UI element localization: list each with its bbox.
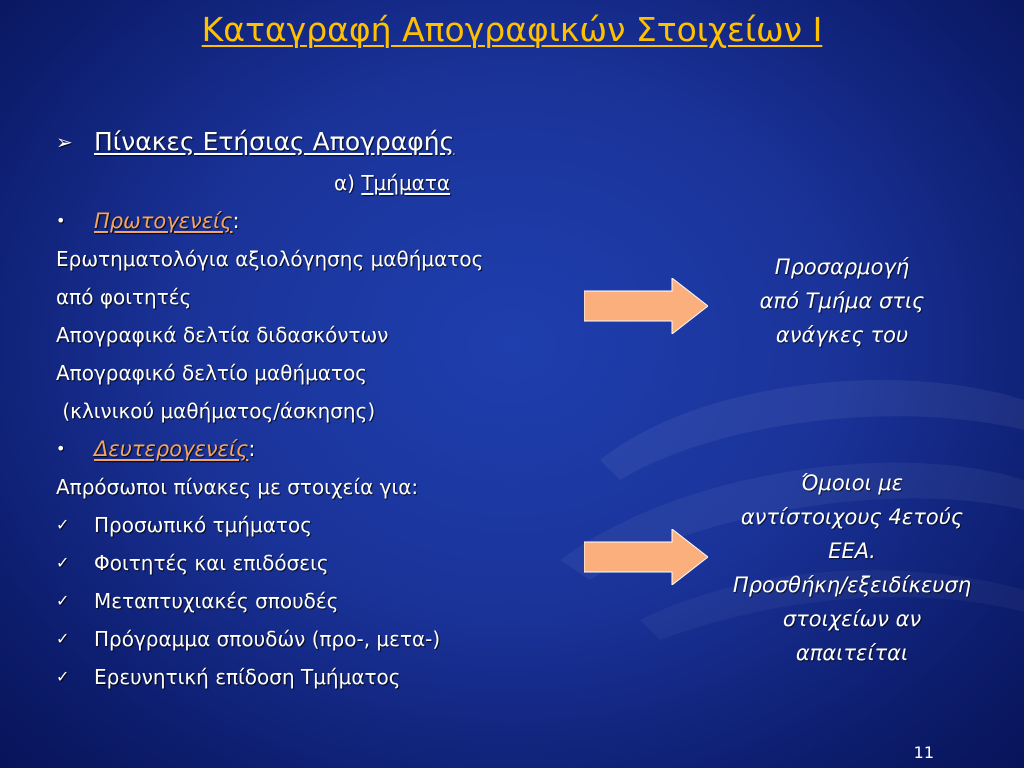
subheading-prefix: α): [334, 171, 362, 195]
note-adaptation: Προσαρμογή από Τμήμα στις ανάγκες του: [759, 255, 925, 347]
secondary-colon: :: [248, 437, 256, 461]
checklist-item: ✓ Ερευνητική επίδοση Τμήματος: [56, 658, 576, 696]
right-arrow-icon: [584, 529, 708, 585]
secondary-label: Δευτερογενείς: [94, 437, 249, 461]
list-item: Ερωτηματολόγια αξιολόγησης μαθήματος: [56, 247, 484, 271]
list-item: Απογραφικό δελτίο μαθήματος: [56, 361, 368, 385]
checkmark-icon: ✓: [56, 515, 70, 534]
checklist-item: ✓ Προσωπικό τμήματος: [56, 506, 576, 544]
note-similar: Όμοιοι με αντίστοιχους 4ετούς ΕΕΑ. Προσθήκη/εξειδίκευση στοιχείων αν απαιτείται: [732, 471, 972, 665]
slide-title: Καταγραφή Απογραφικών Στοιχείων Ι: [201, 10, 823, 49]
dot-bullet-icon: •: [56, 439, 66, 458]
checklist-item: ✓ Μεταπτυχιακές σπουδές: [56, 582, 576, 620]
heading-row: [56, 120, 576, 164]
dot-bullet-icon: •: [56, 211, 66, 230]
checkmark-icon: ✓: [56, 629, 70, 648]
checklist-item: ✓ Πρόγραμμα σπουδών (προ-, μετα-): [56, 620, 576, 658]
secondary-intro: Απρόσωποι πίνακες με στοιχεία για:: [56, 475, 419, 499]
slide-body: [56, 120, 576, 696]
list-item: από φοιτητές: [56, 285, 192, 309]
heading: Πίνακες Ετήσιας Απογραφής: [94, 127, 455, 156]
checkmark-icon: ✓: [56, 591, 70, 610]
checkmark-icon: ✓: [56, 667, 70, 686]
primary-label: Πρωτογενείς: [94, 209, 233, 233]
primary-colon: :: [232, 209, 240, 233]
primary-label-row: [56, 202, 576, 240]
list-item: (κλινικού μαθήματος/άσκησης): [56, 399, 376, 423]
page-number: 11: [913, 743, 934, 762]
secondary-label-row: [56, 430, 576, 468]
list-item: Απογραφικά δελτία διδασκόντων: [56, 323, 389, 347]
arrow-bullet-icon: ➢: [56, 130, 73, 154]
subheading-link: Τμήματα: [361, 171, 451, 195]
subheading-row: [56, 164, 576, 202]
checklist-item: ✓ Φοιτητές και επιδόσεις: [56, 544, 576, 582]
right-arrow-icon: [584, 278, 708, 334]
checkmark-icon: ✓: [56, 553, 70, 572]
